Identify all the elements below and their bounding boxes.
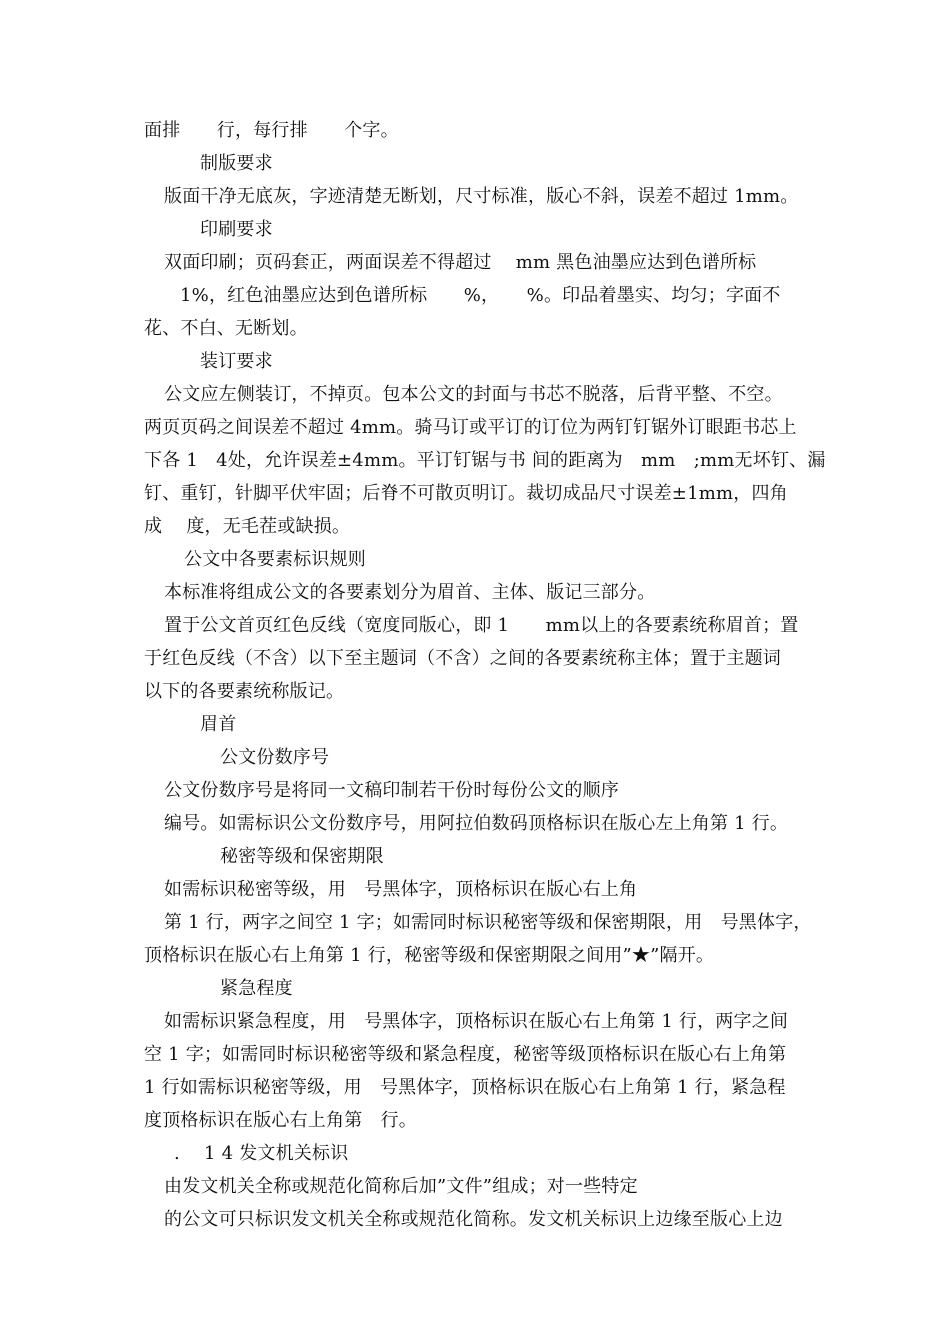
text-line: 本标准将组成公文的各要素划分为眉首、主体、版记三部分。: [164, 582, 656, 603]
text-line: 版面干净无底灰，字迹清楚无断划，尺寸标准，版心不斜，误差不超过 1mm。: [164, 186, 799, 207]
text-line: 空 1 字；如需同时标识秘密等级和紧急程度，秘密等级顶格标识在版心右上角第: [144, 1044, 787, 1065]
text-line: 面排 行，每行排 个字。: [144, 120, 399, 141]
subsection-heading: 秘密等级和保密期限: [220, 846, 384, 867]
section-heading: 眉首: [200, 714, 237, 735]
text-line: 双面印刷；页码套正，两面误差不得超过 mm 黑色油墨应达到色谱所标: [164, 252, 757, 273]
section-heading: 印刷要求: [200, 219, 273, 240]
subsection-heading: 紧急程度: [220, 978, 293, 999]
text-line: 于红色反线（不含）以下至主题词（不含）之间的各要素统称主体；置于主题词: [144, 648, 781, 669]
text-line: 成 度，无毛茬或缺损。: [144, 516, 351, 537]
text-line: 度顶格标识在版心右上角第 行。: [144, 1110, 417, 1131]
text-line: 下各 1 4处，允许误差±4mm。平订钉锯与书 间的距离为 mm ;mm无坏钉、漏: [144, 450, 826, 471]
text-line: 第 1 行，两字之间空 1 字；如需同时标识秘密等级和保密期限，用 号黑体字，: [164, 912, 812, 933]
text-line: 如需标识紧急程度，用 号黑体字，顶格标识在版心右上角第 1 行，两字之间: [164, 1011, 789, 1032]
subsection-heading: 公文份数序号: [220, 747, 330, 768]
text-line: 公文份数序号是将同一文稿印制若干份时每份公文的顺序: [164, 780, 619, 801]
text-line: 1%，红色油墨应达到色谱所标 %， %。印品着墨实、均匀；字面不: [180, 285, 781, 306]
subsection-heading: . 1 4 发文机关标识: [174, 1143, 349, 1164]
text-line: 花、不白、无断划。: [144, 318, 308, 339]
text-line: 编号。如需标识公文份数序号，用阿拉伯数码顶格标识在版心左上角第 1 行。: [164, 813, 789, 834]
section-heading: 装订要求: [200, 351, 273, 372]
text-line: 以下的各要素统称版记。: [144, 681, 345, 702]
text-line: 置于公文首页红色反线（宽度同版心，即 1 mm以上的各要素统称眉首；置: [164, 615, 799, 636]
text-line: 两页页码之间误差不超过 4mm。骑马订或平订的订位为两钉钉锯外订眼距书芯上: [144, 417, 797, 438]
text-line: 1 行如需标识秘密等级，用 号黑体字，顶格标识在版心右上角第 1 行，紧急程: [144, 1077, 786, 1098]
text-line: 的公文可只标识发文机关全称或规范化简称。发文机关标识上边缘至版心上边: [164, 1209, 783, 1230]
text-line: 公文应左侧装订，不掉页。包本公文的封面与书芯不脱落，后背平整、不空。: [164, 384, 783, 405]
section-heading: 制版要求: [200, 153, 273, 174]
text-line: 钉、重钉，针脚平伏牢固；后脊不可散页明订。裁切成品尺寸误差±1mm，四角: [144, 483, 788, 504]
text-line: 由发文机关全称或规范化简称后加”文件”组成；对一些特定: [164, 1176, 638, 1197]
text-line: 顶格标识在版心右上角第 1 行，秘密等级和保密期限之间用”★”隔开。: [144, 945, 715, 966]
text-line: 如需标识秘密等级，用 号黑体字，顶格标识在版心右上角: [164, 879, 638, 900]
section-heading: 公文中各要素标识规则: [184, 549, 366, 570]
